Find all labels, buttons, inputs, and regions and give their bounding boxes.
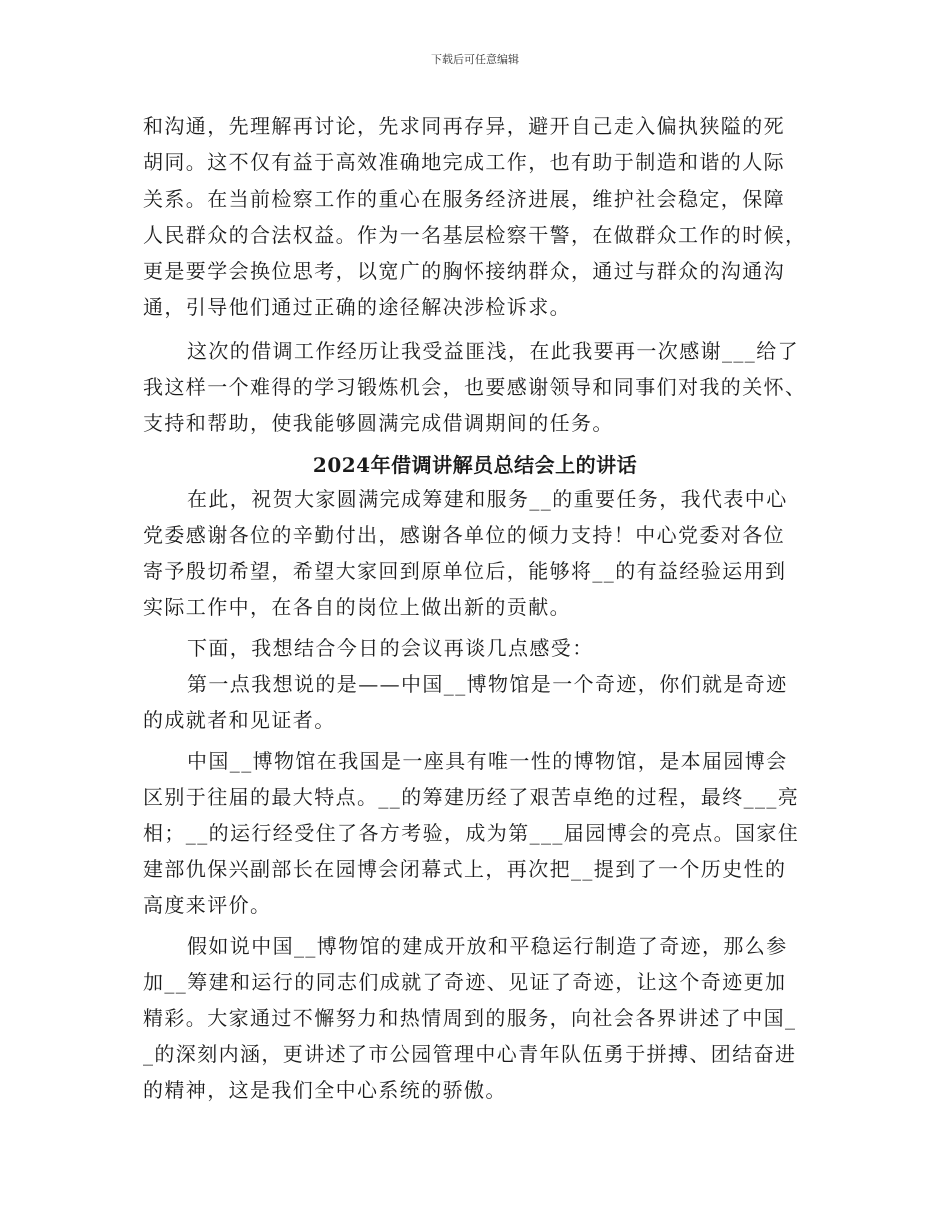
paragraph-line: 中国__博物馆在我国是一座具有唯一性的博物馆，是本届园博会 <box>187 749 788 773</box>
paragraph-line: 假如说中国__博物馆的建成开放和平稳运行制造了奇迹，那么参 <box>187 934 788 958</box>
paragraph-line: 的精神，这是我们全中心系统的骄傲。 <box>143 1078 507 1102</box>
paragraph-line: 建部仇保兴副部长在园博会闭幕式上，再次把__提到了一个历史性的 <box>143 857 787 881</box>
paragraph-line: 高度来评价。 <box>143 893 272 917</box>
paragraph-line: 精彩。大家通过不懈努力和热情周到的服务，向社会各界讲述了中国_ <box>143 1006 797 1030</box>
paragraph-line: 和沟通，先理解再讨论，先求同再存异，避开自己走入偏执狭隘的死 <box>143 114 785 138</box>
paragraph-line: 我这样一个难得的学习锻炼机会，也要感谢领导和同事们对我的关怀、 <box>143 375 807 399</box>
paragraph-line: 加__筹建和运行的同志们成就了奇迹、见证了奇迹，让这个奇迹更加 <box>143 970 787 994</box>
paragraph-line: _的深刻内涵，更讲述了市公园管理中心青年队伍勇于拼搏、团结奋进 <box>143 1042 797 1066</box>
paragraph-line: 寄予殷切希望，希望大家回到原单位后，能够将__的有益经验运用到 <box>143 559 787 583</box>
paragraph-line: 人民群众的合法权益。作为一名基层检察干警，在做群众工作的时候， <box>143 223 807 247</box>
paragraph-line: 党委感谢各位的辛勤付出，感谢各单位的倾力支持！中心党委对各位 <box>143 523 785 547</box>
paragraph-line: 在此，祝贺大家圆满完成筹建和服务__的重要任务，我代表中心 <box>187 487 788 511</box>
paragraph-line: 下面，我想结合今日的会议再谈几点感受： <box>187 636 594 660</box>
paragraph-line: 关系。在当前检察工作的重心在服务经济进展，维护社会稳定，保障 <box>143 187 785 211</box>
paragraph-line: 胡同。这不仅有益于高效准确地完成工作，也有助于制造和谐的人际 <box>143 150 785 174</box>
paragraph-line: 支持和帮助，使我能够圆满完成借调期间的任务。 <box>143 411 614 435</box>
paragraph-line: 的成就者和见证者。 <box>143 708 336 732</box>
paragraph-line: 这次的借调工作经历让我受益匪浅，在此我要再一次感谢___给了 <box>187 339 799 363</box>
paragraph-line: 通，引导他们通过正确的途径解决涉检诉求。 <box>143 295 571 319</box>
section-title: 2024年借调讲解员总结会上的讲话 <box>312 453 638 477</box>
paragraph-line: 相；__的运行经受住了各方考验，成为第___届园博会的亮点。国家住 <box>143 821 800 845</box>
paragraph-line: 第一点我想说的是——中国__博物馆是一个奇迹，你们就是奇迹 <box>187 672 788 696</box>
paragraph-line: 区别于往届的最大特点。__的筹建历经了艰苦卓绝的过程，最终___亮 <box>143 785 800 809</box>
paragraph-line: 更是要学会换位思考，以宽广的胸怀接纳群众，通过与群众的沟通沟 <box>143 259 785 283</box>
paragraph-line: 实际工作中，在各自的岗位上做出新的贡献。 <box>143 595 571 619</box>
page-header: 下载后可任意编辑 <box>431 53 519 66</box>
